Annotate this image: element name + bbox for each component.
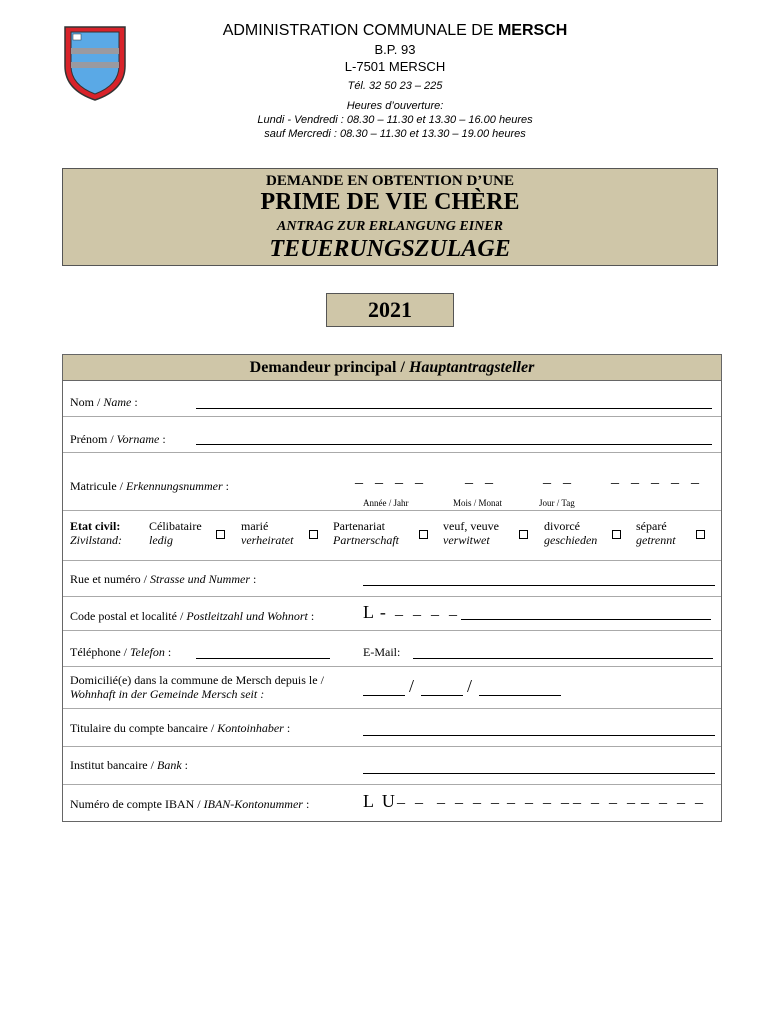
titulaire-label: Titulaire du compte bancaire / Kontoinhaber : (70, 721, 291, 735)
phone-line: Tél. 32 50 23 – 225 (347, 80, 443, 92)
row-telephone (63, 631, 721, 667)
status-checkbox-veuf[interactable] (519, 530, 528, 539)
status-checkbox-marie[interactable] (309, 530, 318, 539)
year-caption: Année / Jahr (363, 498, 409, 508)
nom-field[interactable] (196, 408, 712, 409)
hours-line-2: sauf Mercredi : 08.30 – 11.30 et 13.30 – 19.00 heures (264, 128, 526, 140)
row-matricule (63, 453, 721, 511)
iban-check-field[interactable]: _ _ (397, 789, 426, 806)
row-code-postal (63, 597, 721, 631)
status-checkbox-divorce[interactable] (612, 530, 621, 539)
nom-label: Nom / Name : (70, 395, 138, 409)
rue-label: Rue et numéro / Strasse und Nummer : (70, 572, 257, 586)
status-option-label: divorcé geschieden (544, 519, 598, 547)
cp-prefix: L - (363, 602, 387, 622)
applicant-form (62, 354, 722, 822)
status-option-label: séparé getrennt (636, 519, 676, 547)
hours-line-1: Lundi - Vendredi : 08.30 – 11.30 et 13.30 – 16.00 heures (257, 114, 533, 126)
matricule-number-field[interactable]: _ _ _ _ _ (611, 469, 703, 486)
row-prenom (63, 417, 721, 453)
tel-label: Téléphone / Telefon : (70, 645, 172, 659)
row-iban (63, 785, 721, 821)
title-fr-intro: DEMANDE EN OBTENTION D’UNE (266, 173, 514, 189)
row-rue (63, 561, 721, 597)
iban-block-3-field[interactable]: _ _ _ _ (573, 789, 638, 806)
email-field[interactable] (413, 658, 713, 659)
address-line-2: L-7501 MERSCH (344, 59, 446, 74)
etat-label: Etat civil: Zivilstand: (70, 519, 123, 547)
telephone-field[interactable] (196, 658, 330, 659)
section-title: Demandeur principal / Hauptantragsteller (63, 355, 721, 381)
matricule-month-field[interactable]: _ _ (465, 469, 497, 486)
iban-block-4-field[interactable]: _ _ _ _ (641, 789, 706, 806)
title-de-main: TEUERUNGSZULAGE (269, 236, 511, 262)
domicile-label: Domicilié(e) dans la commune de Mersch depuis le / Wohnhaft in der Gemeinde Mersch seit : (70, 673, 324, 701)
iban-label: Numéro de compte IBAN / IBAN-Kontonummer : (70, 797, 310, 811)
row-domicile (63, 667, 721, 709)
date-separator: / (409, 676, 419, 696)
prenom-label: Prénom / Vorname : (70, 432, 166, 446)
mersch-coat-of-arms-icon (62, 24, 128, 102)
row-bank (63, 747, 721, 785)
year-box: 2021 (326, 293, 454, 327)
cp-number-field[interactable]: _ _ _ _ (395, 601, 460, 618)
domicile-year-field[interactable] (479, 695, 561, 696)
bank-label: Institut bancaire / Bank : (70, 758, 188, 772)
month-caption: Mois / Monat (453, 498, 503, 508)
row-nom (63, 381, 721, 417)
row-etat-civil (63, 511, 721, 561)
title-de-intro: ANTRAG ZUR ERLANGUNG EINER (277, 219, 503, 234)
prenom-field[interactable] (196, 444, 712, 445)
domicile-day-field[interactable] (363, 695, 405, 696)
date-separator: / (467, 676, 477, 696)
matricule-year-field[interactable]: _ _ _ _ (355, 469, 427, 486)
matricule-label: Matricule / Erkennungsnummer : (70, 479, 229, 493)
matricule-day-field[interactable]: _ _ (543, 469, 575, 486)
status-option-label: veuf, veuve verwitwet (443, 519, 499, 547)
status-option-label: marié verheiratet (241, 519, 294, 547)
iban-prefix: L U (363, 791, 397, 811)
row-titulaire (63, 709, 721, 747)
status-checkbox-partenariat[interactable] (419, 530, 428, 539)
iban-block-1-field[interactable]: _ _ _ _ (437, 789, 502, 806)
titulaire-field[interactable] (363, 735, 715, 736)
address-line-1: B.P. 93 (374, 42, 416, 57)
iban-block-2-field[interactable]: _ _ _ _ (507, 789, 572, 806)
hours-title: Heures d’ouverture: (346, 100, 444, 112)
cp-label: Code postal et localité / Postleitzahl und Wohnort : (70, 609, 315, 623)
day-caption: Jour / Tag (539, 498, 575, 508)
email-label: E-Mail: (363, 645, 401, 659)
title-fr-main: PRIME DE VIE CHÈRE (260, 189, 520, 215)
status-option-label: Partenariat Partnerschaft (333, 519, 399, 547)
status-checkbox-celibataire[interactable] (216, 530, 225, 539)
domicile-month-field[interactable] (421, 695, 463, 696)
status-checkbox-separe[interactable] (696, 530, 705, 539)
status-option-label: Célibataire ledig (149, 519, 202, 547)
form-title-box (62, 168, 718, 266)
org-title: ADMINISTRATION COMMUNALE DE MERSCH (222, 22, 568, 39)
bank-field[interactable] (363, 773, 715, 774)
localite-field[interactable] (461, 619, 711, 620)
rue-field[interactable] (363, 585, 715, 586)
